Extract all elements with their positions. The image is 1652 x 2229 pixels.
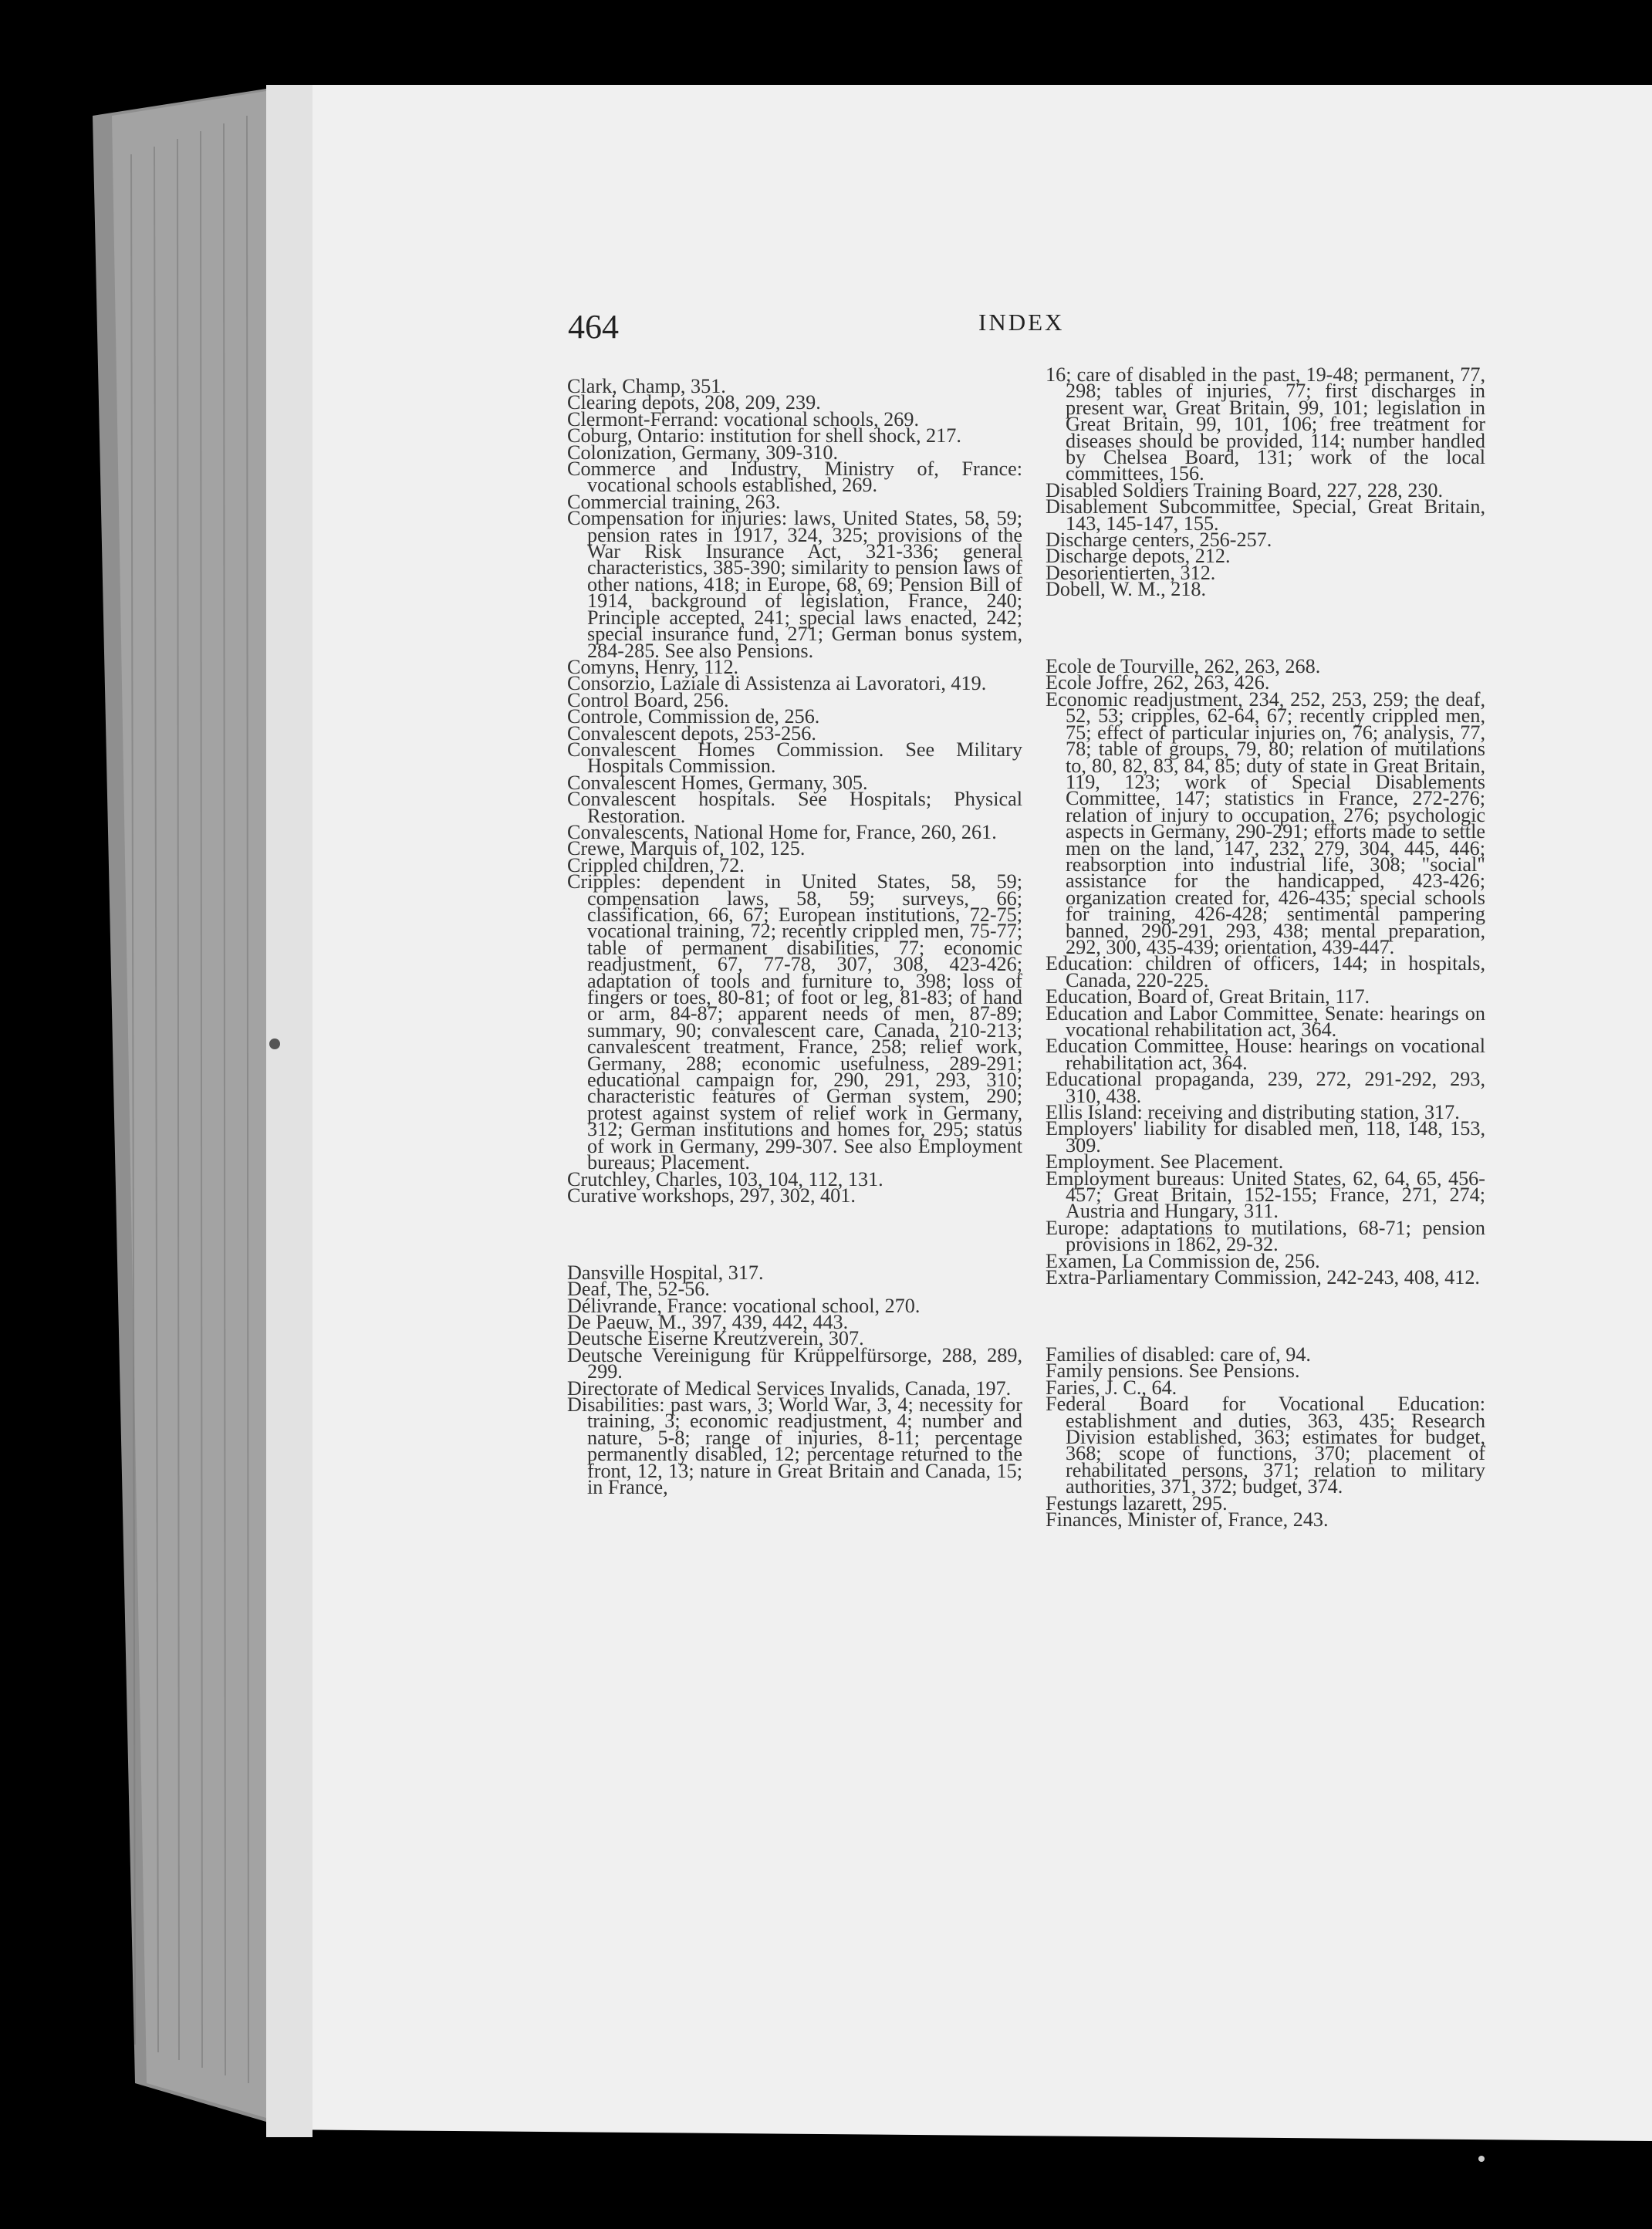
section-gap [1046, 1306, 1485, 1326]
index-entry: Educational propaganda, 239, 272, 291-292, 293, 310, 438. [1046, 1068, 1485, 1107]
index-entry: Economic readjustment, 234, 252, 253, 259; the deaf, 52, 53; cripples, 62-64, 67; recently crippled men, 75; effect of particular injuries on, 76; analysis, 77, 78; table of groups, 79, 80; relation of mutilations to, 80, 82, 83, 84, 85; duty of state in Great Britain, 119, 123; work of Special Disablements Committee, 147; statistics in France, 272-276; relation of injury to occupation, 276; psychologic aspects in Germany, 290-291; efforts made to settle men on the land, 147, 232, 279, 304, 445, 446; reabsorption into industrial life, 308; "social" assistance for the handicapped, 423-426; organization created for, 426-435; special schools for training, 426-428; sentimental pampering banned, 290-291, 293, 438; mental preparation, 292, 300, 435-439; orientation, 439-447. [1046, 687, 1485, 958]
index-entry: Disabilities: past wars, 3; World War, 3, 4; necessity for training, 3; economic readjustment, 4; number and nature, 5-8; range of injuries, 8-11; percentage permanently disabled, 12; percentage returned to the front, 12, 13; nature in Great Britain and Canada, 15; in France, [567, 1393, 1022, 1498]
index-entry: Deaf, The, 52-56. [567, 1278, 710, 1301]
index-entry: Clearing depots, 208, 209, 239. [567, 391, 821, 414]
index-entry: Education: children of officers, 144; in hospitals, Canada, 220-225. [1046, 952, 1485, 991]
index-entry: Curative workshops, 297, 302, 401. [567, 1184, 856, 1207]
index-entry: Compensation for injuries: laws, United States, 58, 59; pension rates in 1917, 324, 325; provisions of the War Risk Insurance Act, 321-336; general characteristics, 385-390; similarity to pension laws of other nations, 418; in Europe, 68, 69; Pension Bill of 1914, background of legislation, France, 240; Principle accepted, 241; special laws enacted, 242; special insurance fund, 271; German bonus system, 284-285. See also Pensions. [567, 507, 1022, 662]
index-entry: Examen, La Commission de, 256. [1046, 1249, 1320, 1272]
index-entry: Faries, J. C., 64. [1046, 1376, 1177, 1399]
index-entry: Control Board, 256. [567, 688, 729, 711]
index-entry: Europe: adaptations to mutilations, 68-71; pension provisions in 1862, 29-32. [1046, 1216, 1485, 1256]
index-entry: Convalescent Homes, Germany, 305. [567, 771, 868, 794]
index-entry: Deutsche Eiserne Kreutzverein, 307. [567, 1327, 864, 1350]
index-entry: Ecole Joffre, 262, 263, 426. [1046, 671, 1270, 694]
index-entry: Family pensions. See Pensions. [1046, 1359, 1300, 1383]
index-entry: Education Committee, House: hearings on vocational rehabilitation act, 364. [1046, 1035, 1485, 1074]
page-number: 464 [568, 308, 619, 346]
index-entry: Dobell, W. M., 218. [1046, 578, 1207, 601]
index-entry: Convalescent Homes Commission. See Military Hospitals Commission. [567, 738, 1022, 778]
index-column-right [1046, 363, 1485, 1531]
section-gap [567, 1224, 1022, 1245]
index-entry: Crutchley, Charles, 103, 104, 112, 131. [567, 1167, 883, 1190]
index-entry: Deutsche Vereinigung für Krüppelfürsorge, 288, 289, 299. [567, 1343, 1022, 1383]
index-entry: Coburg, Ontario: institution for shell shock, 217. [567, 424, 961, 447]
index-entry: Discharge depots, 212. [1046, 545, 1231, 568]
index-entry: Disablement Subcommittee, Special, Great Britain, 143, 145-147, 155. [1046, 495, 1485, 535]
index-entry: Commerce and Industry, Ministry of, France: vocational schools established, 269. [567, 458, 1022, 497]
index-entry: Convalescent depots, 253-256. [567, 721, 816, 745]
index-entry: Disabled Soldiers Training Board, 227, 228, 230. [1046, 478, 1444, 502]
index-entry: Convalescents, National Home for, France, 260, 261. [567, 820, 997, 843]
index-entry: De Paeuw, M., 397, 439, 442, 443. [567, 1310, 849, 1333]
index-entry: 16; care of disabled in the past, 19-48; permanent, 77, 298; tables of injuries, 77; first discharges in present war, Great Britain, 99, 101; legislation in Great Britain, 99, 101, 106; free treatment for diseases should be provided, 114; number handled by Chelsea Board, 131; work of the local committees, 156. [1046, 363, 1485, 485]
index-entry: Clark, Champ, 351. [567, 375, 726, 397]
index-entry: Ecole de Tourville, 262, 263, 268. [1046, 655, 1321, 678]
index-entry: Families of disabled: care of, 94. [1046, 1342, 1311, 1366]
index-entry: Convalescent hospitals. See Hospitals; Physical Restoration. [567, 788, 1022, 827]
index-entry: Cripples: dependent in United States, 58, 59; compensation laws, 58, 59; surveys, 66; classification, 66, 67; European institutions, 72-75; vocational training, 72; recently crippled men, 75-77; table of permanent disabilities, 77; economic readjustment, 67, 77-78, 307, 308, 423-426; adaptation of tools and furniture to, 398; loss of fingers or toes, 80-81; of foot or leg, 81-83; of hand or arm, 84-87; apparent needs of men, 87-89; summary, 90; convalescent care, Canada, 210-213; canvalescent treatment, France, 258; relief work, Germany, 288; economic usefulness, 289-291; educational campaign for, 290, 291, 293, 310; characteristic features of German system, 290; protest against system of relief work in Germany, 312; German institutions and homes for, 295; status of work in Germany, 299-307. See also Employment bureaus; Placement. [567, 870, 1022, 1174]
index-entry: Clermont-Ferrand: vocational schools, 269. [567, 407, 920, 431]
index-entry: Festungs lazarett, 295. [1046, 1491, 1228, 1515]
section-gap [1046, 618, 1485, 638]
index-entry: Education, Board of, Great Britain, 117. [1046, 985, 1370, 1008]
index-entry: Dansville Hospital, 317. [567, 1261, 764, 1284]
index-entry: Colonization, Germany, 309-310. [567, 441, 839, 464]
index-entry: Délivrande, France: vocational school, 270. [567, 1294, 921, 1317]
index-entry: Employers' liability for disabled men, 118, 148, 153, 309. [1046, 1117, 1485, 1157]
index-entry: Education and Labor Committee, Senate: hearings on vocational rehabilitation act, 364. [1046, 1001, 1485, 1041]
index-entry: Desorientierten, 312. [1046, 561, 1216, 584]
index-entry: Crippled children, 72. [567, 853, 745, 876]
index-entry: Discharge centers, 256-257. [1046, 529, 1272, 552]
index-entry: Federal Board for Vocational Education: establishment and duties, 363, 435; Research Division established, 363; estimates for budget, 368; scope of functions, 370; placement of rehabilitated persons, 371; relation to military authorities, 371, 372; budget, 374. [1046, 1393, 1485, 1498]
index-column-left [567, 375, 1022, 1498]
index-entry: Directorate of Medical Services Invalids, Canada, 197. [567, 1376, 1012, 1400]
index-entry: Consorzio, Laziale di Assistenza ai Lavoratori, 419. [567, 672, 987, 695]
index-entry: Employment bureaus: United States, 62, 64, 65, 456-457; Great Britain, 152-155; France, 271, 274; Austria and Hungary, 311. [1046, 1167, 1485, 1223]
index-entry: Controle, Commission de, 256. [567, 705, 820, 728]
index-entry: Commercial training, 263. [567, 490, 781, 513]
index-entry: Comyns, Henry, 112. [567, 655, 739, 678]
index-entry: Finances, Minister of, France, 243. [1046, 1508, 1329, 1531]
running-head: INDEX [978, 309, 1065, 336]
index-entry: Crewe, Marquis of, 102, 125. [567, 837, 806, 860]
index-entry: Employment. See Placement. [1046, 1150, 1284, 1174]
index-entry: Extra-Parliamentary Commission, 242-243, 408, 412. [1046, 1266, 1480, 1289]
index-entry: Ellis Island: receiving and distributing station, 317. [1046, 1101, 1460, 1124]
